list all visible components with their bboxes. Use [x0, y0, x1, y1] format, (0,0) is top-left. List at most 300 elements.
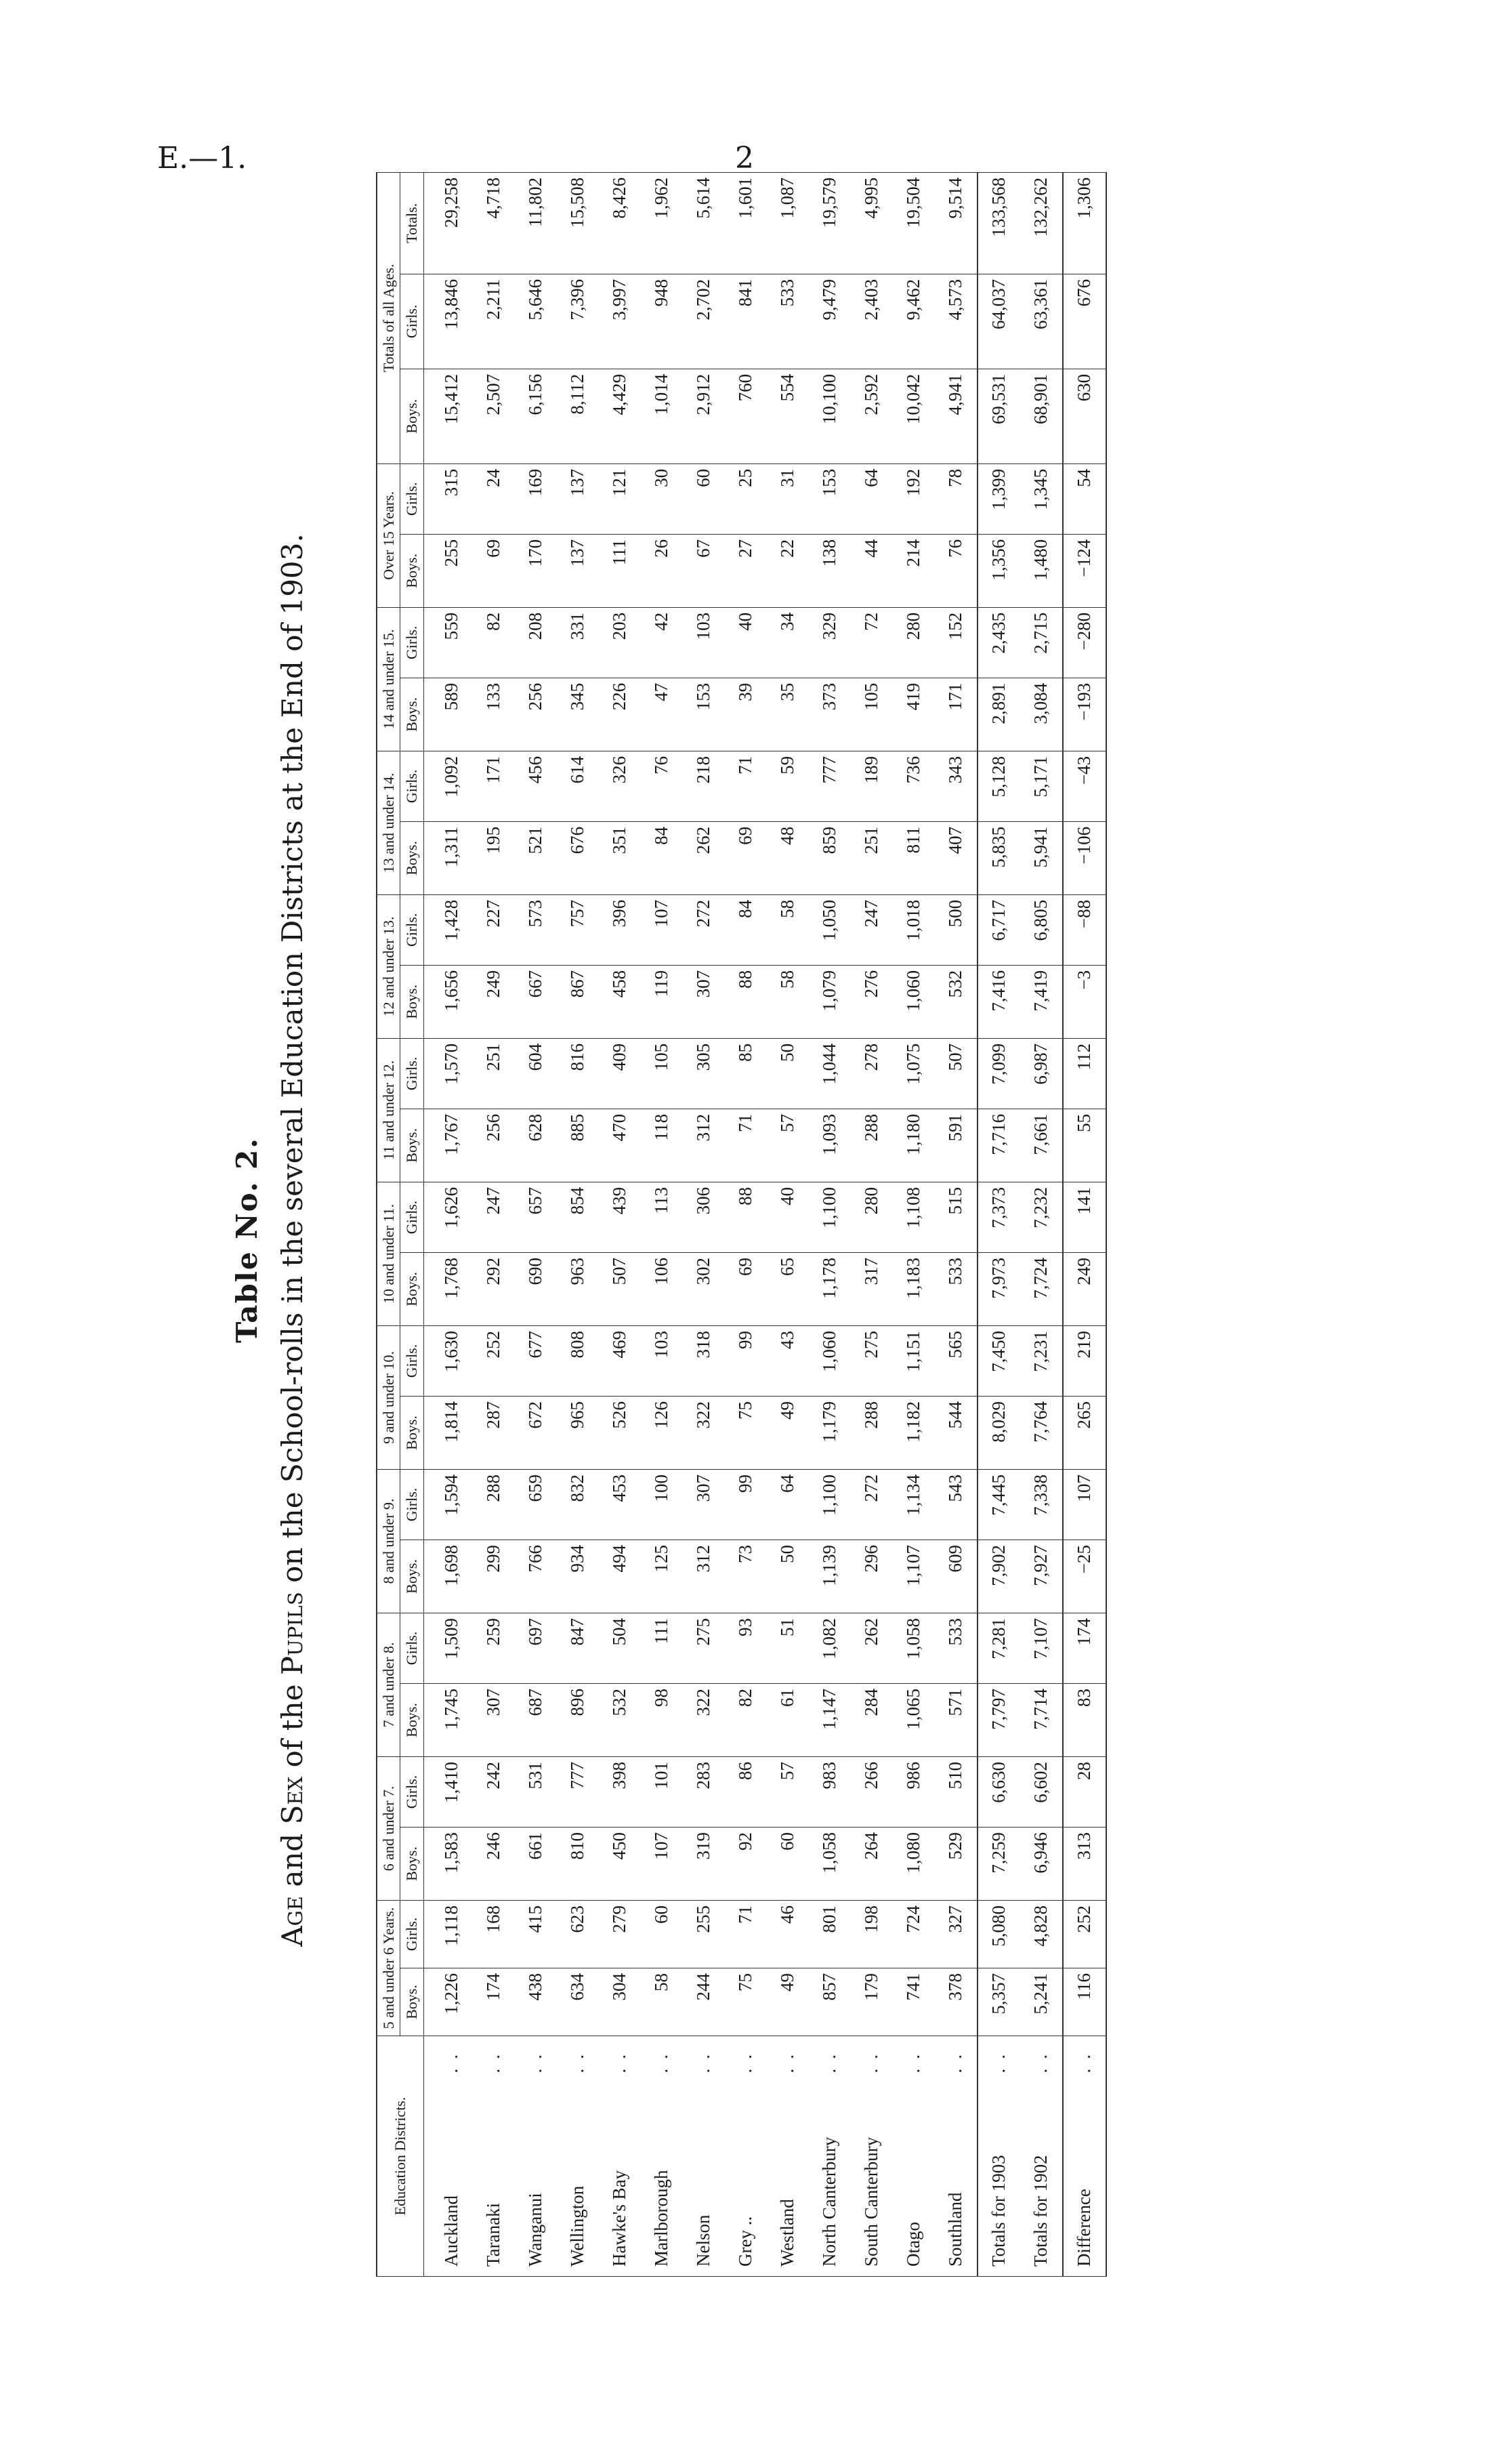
table-cell: 60	[683, 463, 725, 534]
table-cell: 628	[515, 1109, 557, 1182]
table-cell: 5,614	[683, 172, 725, 274]
pupils-age-sex-table	[376, 172, 1107, 2277]
table-cell: 75	[725, 1968, 767, 2036]
table-cell: 544	[935, 1396, 978, 1469]
table-cell: 2,592	[851, 369, 893, 463]
table-row	[641, 172, 683, 2276]
table-cell: 10,042	[893, 369, 935, 463]
table-cell: 219	[1063, 1325, 1106, 1396]
district-name-cell	[473, 2036, 515, 2277]
table-cell: 40	[725, 607, 767, 678]
table-cell: 1,745	[423, 1683, 473, 1756]
table-cell: 249	[1063, 1252, 1106, 1325]
table-cell: 322	[683, 1683, 725, 1756]
table-cell: 2,702	[683, 274, 725, 369]
district-name-cell	[557, 2036, 599, 2277]
table-cell: 126	[641, 1396, 683, 1469]
table-cell: 49	[767, 1396, 809, 1469]
table-cell: 857	[809, 1968, 851, 2036]
table-cell: 1,183	[893, 1252, 935, 1325]
table-cell: 2,211	[473, 274, 515, 369]
district-name: Totals for 1903	[988, 2155, 1009, 2267]
table-cell: 543	[935, 1469, 978, 1540]
table-cell: 15,508	[557, 172, 599, 274]
table-cell: 317	[851, 1252, 893, 1325]
table-cell: 259	[473, 1613, 515, 1683]
table-row	[557, 172, 599, 2276]
table-title-block	[230, 224, 332, 2256]
table-cell: 438	[515, 1968, 557, 2036]
table-cell: 59	[767, 751, 809, 821]
table-cell: 450	[599, 1828, 641, 1901]
table-cell: 6,602	[1020, 1756, 1063, 1827]
table-title	[276, 224, 309, 2256]
table-cell: −25	[1063, 1540, 1106, 1613]
table-cell: 288	[851, 1396, 893, 1469]
table-cell: 6,717	[978, 894, 1020, 965]
dot-leader: ..	[735, 2045, 756, 2073]
table-cell: 373	[809, 678, 851, 751]
boys-subheader: Boys.	[400, 1828, 423, 1901]
dot-leader: ..	[945, 2045, 966, 2073]
table-cell: 265	[1063, 1396, 1106, 1469]
table-cell: 227	[473, 894, 515, 965]
table-cell: 1,311	[423, 821, 473, 894]
table-cell: 7,724	[1020, 1252, 1063, 1325]
table-cell: 103	[683, 607, 725, 678]
table-cell: 7,973	[978, 1252, 1020, 1325]
table-cell: 29,258	[423, 172, 473, 274]
table-cell: 453	[599, 1469, 641, 1540]
table-cell: 859	[809, 821, 851, 894]
table-cell: 67	[683, 534, 725, 607]
table-cell: 3,997	[599, 274, 641, 369]
table-cell: 307	[473, 1683, 515, 1756]
table-cell: 1,767	[423, 1109, 473, 1182]
table-cell: 7,338	[1020, 1469, 1063, 1540]
table-cell: 1,179	[809, 1396, 851, 1469]
table-cell: 6,946	[1020, 1828, 1063, 1901]
table-cell: 757	[557, 894, 599, 965]
table-cell: 275	[683, 1613, 725, 1683]
table-cell: 107	[641, 894, 683, 965]
table-cell: −43	[1063, 751, 1106, 821]
table-cell: 7,450	[978, 1325, 1020, 1396]
table-cell: 667	[515, 965, 557, 1038]
table-cell: 203	[599, 607, 641, 678]
table-cell: 1,570	[423, 1038, 473, 1109]
table-cell: 287	[473, 1396, 515, 1469]
boys-subheader: Boys.	[400, 369, 423, 463]
table-cell: 6,987	[1020, 1038, 1063, 1109]
table-cell: 690	[515, 1252, 557, 1325]
table-cell: 288	[851, 1109, 893, 1182]
table-cell: 1,107	[893, 1540, 935, 1613]
table-cell: 75	[725, 1396, 767, 1469]
table-cell: 7,231	[1020, 1325, 1063, 1396]
table-cell: 760	[725, 369, 767, 463]
table-cell: 312	[683, 1109, 725, 1182]
table-cell: 2,435	[978, 607, 1020, 678]
table-cell: 305	[683, 1038, 725, 1109]
table-cell: 252	[473, 1325, 515, 1396]
table-cell: 106	[641, 1252, 683, 1325]
table-cell: 27	[725, 534, 767, 607]
table-cell: 57	[767, 1109, 809, 1182]
table-cell: 306	[683, 1182, 725, 1252]
table-cell: 2,715	[1020, 607, 1063, 678]
table-cell: 7,764	[1020, 1396, 1063, 1469]
table-cell: 1,082	[809, 1613, 851, 1683]
table-cell: 677	[515, 1325, 557, 1396]
table-cell: 138	[809, 534, 851, 607]
district-name: Totals for 1902	[1030, 2155, 1051, 2267]
table-cell: 630	[1063, 369, 1106, 463]
table-row	[809, 172, 851, 2276]
table-cell: 63,361	[1020, 274, 1063, 369]
table-cell: 252	[1063, 1901, 1106, 1968]
girls-subheader: Girls.	[400, 463, 423, 534]
table-cell: 1,050	[809, 894, 851, 965]
table-cell: 7,902	[978, 1540, 1020, 1613]
table-cell: 1,509	[423, 1613, 473, 1683]
table-cell: 64,037	[978, 274, 1020, 369]
table-cell: 153	[683, 678, 725, 751]
district-name: Marlborough	[651, 2170, 672, 2267]
table-cell: 9,479	[809, 274, 851, 369]
age-group-header: 14 and under 15.	[377, 607, 400, 751]
table-cell: 71	[725, 1109, 767, 1182]
table-cell: 4,429	[599, 369, 641, 463]
table-cell: 343	[935, 751, 978, 821]
table-cell: 1,814	[423, 1396, 473, 1469]
table-cell: 1,018	[893, 894, 935, 965]
table-cell: 119	[641, 965, 683, 1038]
table-cell: 214	[893, 534, 935, 607]
title-word-sex: Sex	[276, 1776, 309, 1825]
table-cell: 69,531	[978, 369, 1020, 463]
table-cell: 307	[683, 965, 725, 1038]
age-group-header: 7 and under 8.	[377, 1613, 400, 1756]
boys-subheader: Boys.	[400, 534, 423, 607]
district-name-cell	[935, 2036, 978, 2277]
table-cell: 8,426	[599, 172, 641, 274]
table-cell: 1,178	[809, 1252, 851, 1325]
table-cell: 98	[641, 1683, 683, 1756]
table-cell: 242	[473, 1756, 515, 1827]
table-cell: 7,445	[978, 1469, 1020, 1540]
table-cell: 71	[725, 751, 767, 821]
table-cell: 1,075	[893, 1038, 935, 1109]
table-cell: 118	[641, 1109, 683, 1182]
district-name-cell	[1063, 2036, 1106, 2277]
table-cell: 288	[473, 1469, 515, 1540]
table-cell: 934	[557, 1540, 599, 1613]
table-cell: 7,797	[978, 1683, 1020, 1756]
table-cell: 1,962	[641, 172, 683, 274]
age-group-header: 8 and under 9.	[377, 1469, 400, 1613]
table-cell: 504	[599, 1613, 641, 1683]
table-cell: 1,093	[809, 1109, 851, 1182]
table-cell: 2,891	[978, 678, 1020, 751]
table-cell: 255	[683, 1901, 725, 1968]
table-cell: 4,573	[935, 274, 978, 369]
table-row	[851, 172, 893, 2276]
table-cell: 247	[851, 894, 893, 965]
table-cell: 351	[599, 821, 641, 894]
table-cell: 1,306	[1063, 172, 1106, 274]
table-cell: 986	[893, 1756, 935, 1827]
table-cell: 307	[683, 1469, 725, 1540]
table-cell: 1,399	[978, 463, 1020, 534]
table-cell: 623	[557, 1901, 599, 1968]
table-cell: 948	[641, 274, 683, 369]
table-cell: 315	[423, 463, 473, 534]
table-cell: 292	[473, 1252, 515, 1325]
table-cell: 510	[935, 1756, 978, 1827]
table-cell: 256	[473, 1109, 515, 1182]
table-cell: 1,147	[809, 1683, 851, 1756]
page-header-code: E.—1.	[157, 141, 247, 176]
table-cell: 31	[767, 463, 809, 534]
table-cell: 345	[557, 678, 599, 751]
title-word-of-the: of the	[276, 1684, 309, 1768]
table-cell: 7,281	[978, 1613, 1020, 1683]
dot-leader: ..	[988, 2045, 1009, 2073]
district-name-cell	[599, 2036, 641, 2277]
table-cell: 1,698	[423, 1540, 473, 1613]
dot-leader: ..	[861, 2045, 882, 2073]
table-cell: 262	[851, 1613, 893, 1683]
table-cell: 3,084	[1020, 678, 1063, 751]
table-cell: 64	[767, 1469, 809, 1540]
title-word-pupils: Pupils	[276, 1592, 309, 1676]
table-cell: −124	[1063, 534, 1106, 607]
table-cell: 5,241	[1020, 1968, 1063, 2036]
table-cell: 329	[809, 607, 851, 678]
table-cell: 44	[851, 534, 893, 607]
table-cell: 724	[893, 1901, 935, 1968]
table-cell: 1,100	[809, 1469, 851, 1540]
district-name-cell	[767, 2036, 809, 2277]
table-cell: 262	[683, 821, 725, 894]
table-cell: 4,718	[473, 172, 515, 274]
boys-subheader: Boys.	[400, 1396, 423, 1469]
district-name: North Canterbury	[819, 2136, 840, 2267]
table-cell: 500	[935, 894, 978, 965]
age-group-header: 5 and under 6 Years.	[377, 1901, 400, 2036]
table-cell: 46	[767, 1901, 809, 1968]
district-name: Taranaki	[483, 2202, 504, 2267]
table-cell: 1,594	[423, 1469, 473, 1540]
rotated-table-wrapper	[376, 177, 1223, 2277]
boys-subheader: Boys.	[400, 1109, 423, 1182]
table-cell: 532	[599, 1683, 641, 1756]
table-cell: 847	[557, 1613, 599, 1683]
dot-leader: ..	[1030, 2045, 1051, 2073]
table-cell: 378	[935, 1968, 978, 2036]
table-cell: 5,941	[1020, 821, 1063, 894]
table-cell: 396	[599, 894, 641, 965]
table-cell: 266	[851, 1756, 893, 1827]
table-cell: −3	[1063, 965, 1106, 1038]
district-name: Otago	[903, 2222, 924, 2267]
table-cell: 55	[1063, 1109, 1106, 1182]
district-name: Auckland	[441, 2195, 462, 2267]
table-row	[1063, 172, 1106, 2276]
table-cell: 810	[557, 1828, 599, 1901]
table-cell: 531	[515, 1756, 557, 1827]
table-cell: 284	[851, 1683, 893, 1756]
table-cell: 88	[725, 965, 767, 1038]
table-cell: 256	[515, 678, 557, 751]
table-cell: 885	[557, 1109, 599, 1182]
girls-subheader: Girls.	[400, 1469, 423, 1540]
district-name-cell	[1020, 2036, 1063, 2277]
table-cell: 226	[599, 678, 641, 751]
table-cell: 24	[473, 463, 515, 534]
table-row	[515, 172, 557, 2276]
table-cell: 318	[683, 1325, 725, 1396]
table-cell: 105	[641, 1038, 683, 1109]
table-cell: 264	[851, 1828, 893, 1901]
table-cell: 1,182	[893, 1396, 935, 1469]
table-cell: 192	[893, 463, 935, 534]
table-cell: 50	[767, 1038, 809, 1109]
table-cell: 169	[515, 463, 557, 534]
table-cell: 5,357	[978, 1968, 1020, 2036]
table-cell: 1,092	[423, 751, 473, 821]
table-cell: 659	[515, 1469, 557, 1540]
table-cell: 195	[473, 821, 515, 894]
table-cell: 533	[935, 1252, 978, 1325]
age-group-header: Over 15 Years.	[377, 463, 400, 607]
girls-subheader: Girls.	[400, 1901, 423, 1968]
table-cell: 777	[809, 751, 851, 821]
table-cell: 419	[893, 678, 935, 751]
table-cell: 5,171	[1020, 751, 1063, 821]
table-cell: 469	[599, 1325, 641, 1396]
table-cell: 299	[473, 1540, 515, 1613]
table-cell: 275	[851, 1325, 893, 1396]
age-group-header: 12 and under 13.	[377, 894, 400, 1038]
table-cell: 174	[473, 1968, 515, 2036]
table-cell: 657	[515, 1182, 557, 1252]
table-cell: 965	[557, 1396, 599, 1469]
table-cell: 1,060	[809, 1325, 851, 1396]
table-cell: 1,656	[423, 965, 473, 1038]
table-cell: 73	[725, 1540, 767, 1613]
table-cell: 153	[809, 463, 851, 534]
table-cell: 170	[515, 534, 557, 607]
table-row	[725, 172, 767, 2276]
table-cell: 1,079	[809, 965, 851, 1038]
table-cell: 8,029	[978, 1396, 1020, 1469]
table-cell: 507	[599, 1252, 641, 1325]
header-group-row	[377, 172, 400, 2276]
table-cell: 43	[767, 1325, 809, 1396]
table-cell: 280	[893, 607, 935, 678]
table-cell: 867	[557, 965, 599, 1038]
table-cell: 1,428	[423, 894, 473, 965]
table-cell: 50	[767, 1540, 809, 1613]
table-cell: 741	[893, 1968, 935, 2036]
table-cell: 2,403	[851, 274, 893, 369]
table-cell: 676	[1063, 274, 1106, 369]
table-row	[935, 172, 978, 2276]
table-cell: 407	[935, 821, 978, 894]
district-name: Hawke's Bay	[609, 2170, 630, 2267]
table-cell: 5,835	[978, 821, 1020, 894]
district-name: Wanganui	[525, 2193, 546, 2267]
table-cell: 1,356	[978, 534, 1020, 607]
table-cell: 1,480	[1020, 534, 1063, 607]
table-cell: 283	[683, 1756, 725, 1827]
dot-leader: ..	[609, 2045, 630, 2073]
table-cell: 456	[515, 751, 557, 821]
table-cell: 7,373	[978, 1182, 1020, 1252]
age-group-header: 9 and under 10.	[377, 1325, 400, 1469]
table-cell: 58	[767, 894, 809, 965]
table-cell: 313	[1063, 1828, 1106, 1901]
table-cell: 30	[641, 463, 683, 534]
table-cell: 7,419	[1020, 965, 1063, 1038]
table-cell: 507	[935, 1038, 978, 1109]
table-cell: 6,630	[978, 1756, 1020, 1827]
table-cell: 634	[557, 1968, 599, 2036]
table-cell: 1,630	[423, 1325, 473, 1396]
table-cell: 84	[725, 894, 767, 965]
table-row	[683, 172, 725, 2276]
table-cell: 532	[935, 965, 978, 1038]
table-cell: 7,099	[978, 1038, 1020, 1109]
table-cell: 60	[641, 1901, 683, 1968]
table-cell: 9,514	[935, 172, 978, 274]
dot-leader: ..	[693, 2045, 714, 2073]
district-name: Southland	[945, 2192, 966, 2267]
district-name-cell	[725, 2036, 767, 2277]
table-cell: 4,995	[851, 172, 893, 274]
table-cell: 816	[557, 1038, 599, 1109]
table-cell: 101	[641, 1756, 683, 1827]
table-cell: 48	[767, 821, 809, 894]
table-row	[893, 172, 935, 2276]
table-body	[423, 172, 1106, 2276]
table-cell: 28	[1063, 1756, 1106, 1827]
table-cell: 7,716	[978, 1109, 1020, 1182]
table-cell: 83	[1063, 1683, 1106, 1756]
table-cell: 458	[599, 965, 641, 1038]
table-cell: 529	[935, 1828, 978, 1901]
table-cell: 801	[809, 1901, 851, 1968]
table-cell: 99	[725, 1325, 767, 1396]
table-cell: 105	[851, 678, 893, 751]
table-cell: 279	[599, 1901, 641, 1968]
table-cell: 1,226	[423, 1968, 473, 2036]
table-cell: −106	[1063, 821, 1106, 894]
table-cell: 133	[473, 678, 515, 751]
dot-leader: ..	[651, 2045, 672, 2073]
table-cell: 609	[935, 1540, 978, 1613]
district-name-cell	[893, 2036, 935, 2277]
table-cell: 247	[473, 1182, 515, 1252]
table-cell: 963	[557, 1252, 599, 1325]
table-cell: −280	[1063, 607, 1106, 678]
table-cell: 9,462	[893, 274, 935, 369]
table-cell: 88	[725, 1182, 767, 1252]
table-cell: 808	[557, 1325, 599, 1396]
table-cell: 57	[767, 1756, 809, 1827]
